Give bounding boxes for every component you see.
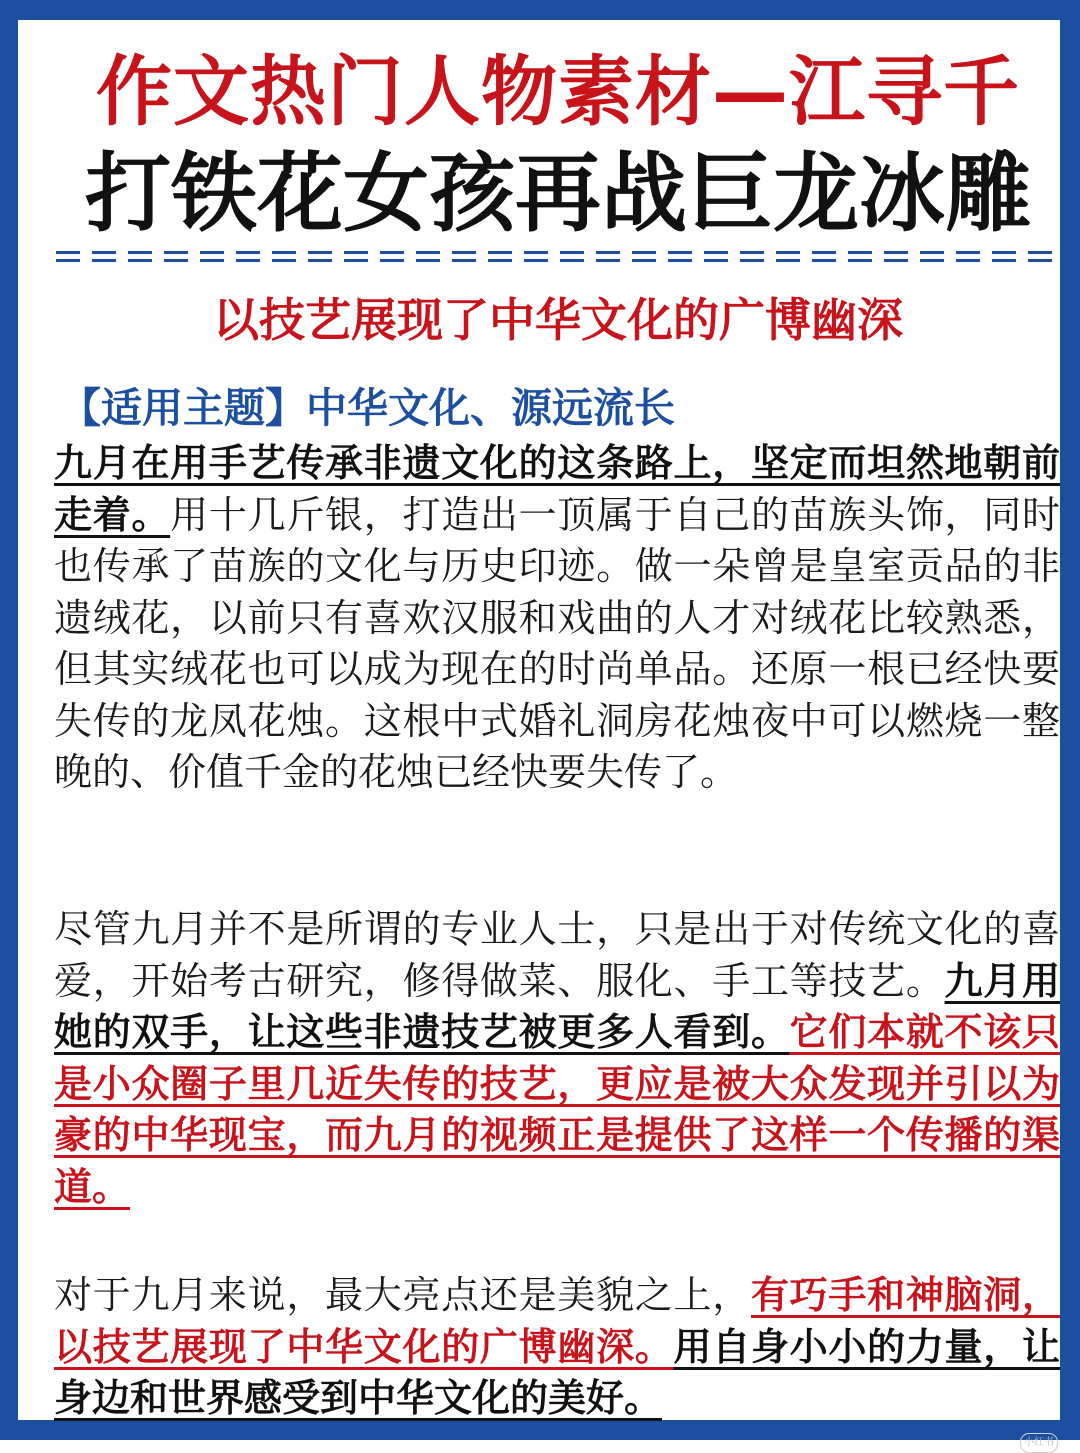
dashed-divider — [56, 251, 1060, 262]
paragraph-2-text: 尽管九月并不是所谓的专业人士，只是出于对传统文化的喜爱，开始考古研究，修得做菜、服化、手工等技艺。 — [54, 907, 1060, 1003]
paragraph-3-text: 对于九月来说，最大亮点还是美貌之上， — [54, 1273, 751, 1317]
applicable-theme: 【适用主题】中华文化、源远流长 — [60, 384, 675, 432]
title-line-2: 打铁花女孩再战巨龙冰雕 — [85, 144, 1031, 244]
paragraph-3-red-highlight: 有巧手和神脑洞，以技艺展现了中华文化的广博幽深。 — [54, 1273, 1060, 1369]
paragraph-2 — [54, 904, 1060, 1213]
watermark-logo: 小红书 — [1020, 1433, 1058, 1453]
paragraph-1-text: 用十几斤银，打造出一顶属于自己的苗族头饰，同时也传承了苗族的文化与历史印迹。做一朵曾是皇室贡品的非遗绒花，以前只有喜欢汉服和戏曲的人才对绒花比较熟悉，但其实绒花也可以成为现在的时尚单品。还原一根已经快要失传的龙凤花烛。这根中式婚礼洞房花烛夜中可以燃烧一整晚的、价值千金的花烛已经快要失传了。 — [54, 492, 1060, 794]
paragraph-2-red-highlight: 它们本就不该只是小众圈子里几近失传的技艺，更应是被大众发现并引以为豪的中华现宝，而九月的视频正是提供了这样一个传播的渠道。 — [54, 1010, 1060, 1209]
paragraph-1 — [54, 438, 1060, 799]
paragraph-1-highlight: 九月在用手艺传承非遗文化的这条路上，坚定而坦然地朝前走着。 — [54, 441, 1060, 537]
title-line-1: 作文热门人物素材—江寻千 — [96, 47, 1020, 136]
paragraph-3-highlight: 用自身小小的力量，让身边和世界感受到中华文化的美好。 — [54, 1324, 1060, 1420]
paragraph-3 — [54, 1270, 1060, 1425]
subtitle: 以技艺展现了中华文化的广博幽深 — [213, 293, 903, 347]
paragraph-2-highlight: 九月用她的双手，让这些非遗技艺被更多人看到。 — [54, 958, 1060, 1054]
